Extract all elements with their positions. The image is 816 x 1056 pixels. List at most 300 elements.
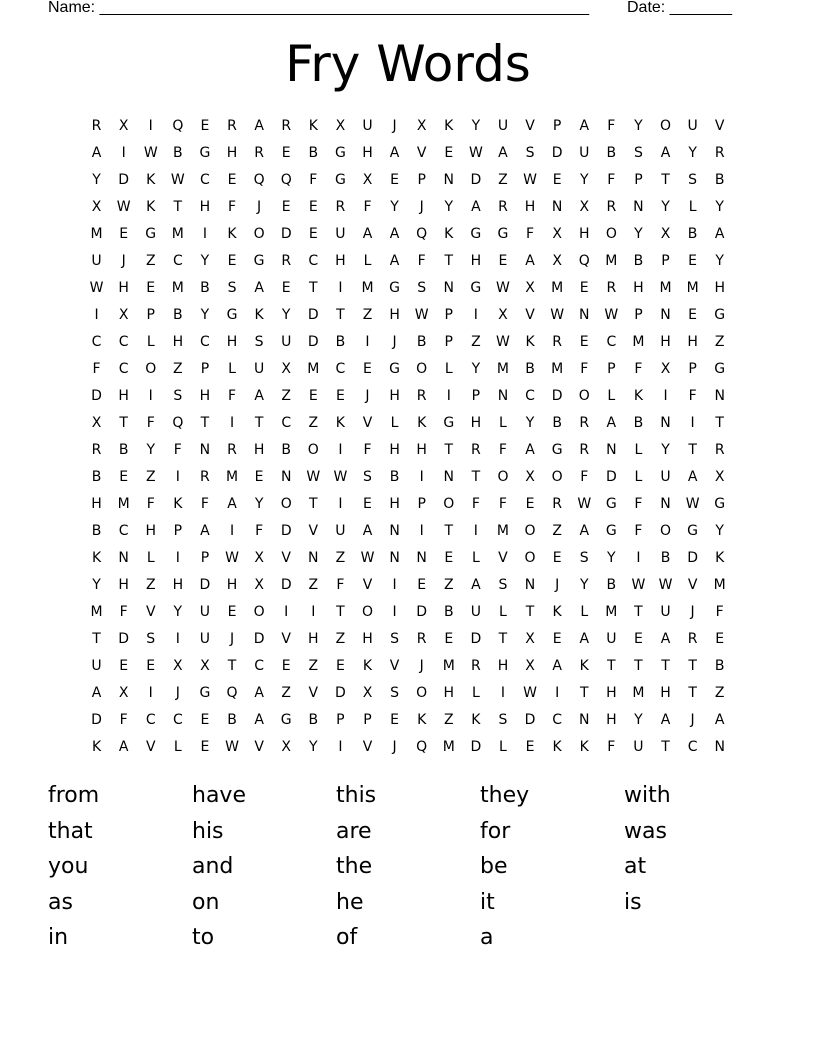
grid-letter: D: [470, 172, 482, 188]
grid-letter: T: [661, 739, 670, 755]
grid-letter: H: [443, 685, 455, 701]
grid-letter: R: [227, 118, 237, 134]
grid-letter: B: [308, 145, 319, 161]
grid-letter: I: [175, 631, 180, 647]
grid-letter: D: [470, 631, 482, 647]
grid-letter: U: [199, 604, 211, 620]
grid-letter: N: [524, 577, 536, 593]
grid-letter: D: [118, 172, 130, 188]
grid-letter: A: [579, 631, 590, 647]
grid-letter: O: [551, 469, 563, 485]
grid-letter: K: [633, 388, 644, 404]
grid-letter: A: [606, 415, 617, 431]
grid-letter: T: [688, 442, 697, 458]
grid-letter: A: [714, 712, 725, 728]
word-list-row: [48, 920, 768, 956]
grid-letter: V: [362, 739, 373, 755]
grid-letter: T: [607, 658, 616, 674]
grid-letter: Y: [281, 307, 291, 323]
grid-letter: F: [227, 199, 237, 215]
grid-letter: C: [552, 712, 563, 728]
grid-letter: N: [714, 388, 725, 404]
word-list-item: you: [48, 854, 89, 879]
grid-letter: B: [227, 712, 237, 728]
grid-letter: U: [335, 523, 346, 539]
grid-letter: Y: [634, 118, 643, 134]
grid-letter: G: [605, 496, 617, 512]
grid-letter: I: [202, 226, 207, 242]
grid-letter: H: [253, 442, 265, 458]
grid-row: [83, 167, 734, 194]
grid-letter: R: [687, 631, 698, 647]
grid-letter: J: [229, 631, 235, 647]
grid-letter: D: [91, 388, 102, 404]
grid-letter: V: [308, 523, 319, 539]
grid-letter: A: [660, 145, 671, 161]
grid-letter: I: [121, 145, 126, 161]
grid-letter: X: [525, 469, 535, 485]
word-list-item: was: [624, 818, 667, 844]
grid-letter: Y: [200, 307, 210, 323]
grid-letter: J: [365, 388, 370, 404]
grid-row: [83, 302, 734, 329]
grid-letter: Z: [498, 172, 508, 188]
grid-row: [83, 275, 734, 302]
grid-letter: E: [715, 631, 725, 647]
grid-letter: H: [172, 577, 184, 593]
word-list-row: [48, 849, 768, 885]
grid-letter: E: [308, 388, 318, 404]
grid-letter: B: [173, 145, 183, 161]
grid-letter: S: [363, 469, 372, 485]
grid-letter: P: [471, 388, 481, 404]
grid-letter: V: [362, 415, 373, 431]
grid-letter: X: [498, 307, 508, 323]
grid-letter: A: [498, 145, 508, 161]
grid-letter: J: [690, 712, 695, 728]
grid-letter: T: [661, 658, 670, 674]
grid-letter: R: [714, 442, 725, 458]
grid-letter: I: [148, 118, 153, 134]
grid-letter: I: [311, 604, 316, 620]
grid-letter: R: [470, 442, 481, 458]
grid-letter: G: [470, 226, 482, 242]
grid-letter: H: [714, 280, 725, 296]
grid-letter: S: [688, 172, 698, 188]
grid-letter: D: [280, 523, 292, 539]
grid-letter: F: [336, 577, 345, 593]
grid-letter: N: [633, 199, 644, 215]
word-list-row: [48, 814, 768, 850]
grid-letter: A: [471, 199, 481, 215]
grid-letter: Z: [714, 334, 725, 350]
grid-letter: K: [335, 415, 345, 431]
grid-letter: T: [309, 280, 318, 296]
grid-letter: W: [658, 577, 673, 593]
grid-letter: K: [525, 334, 535, 350]
grid-letter: G: [497, 226, 509, 242]
grid-letter: Z: [471, 334, 481, 350]
grid-letter: E: [308, 226, 318, 242]
grid-letter: F: [146, 415, 155, 431]
grid-letter: W: [414, 307, 429, 323]
grid-letter: Y: [634, 226, 643, 242]
grid-letter: Y: [92, 577, 101, 593]
word-list: [48, 778, 768, 956]
grid-letter: F: [363, 199, 372, 215]
grid-letter: M: [713, 577, 726, 593]
grid-letter: E: [552, 631, 562, 647]
grid-letter: S: [498, 577, 508, 593]
word-list-item: of: [336, 925, 358, 950]
grid-letter: E: [281, 280, 291, 296]
grid-letter: M: [442, 739, 455, 755]
grid-letter: C: [308, 253, 319, 269]
grid-letter: P: [417, 172, 426, 188]
grid-letter: F: [309, 172, 318, 188]
grid-letter: E: [227, 604, 237, 620]
grid-letter: X: [91, 199, 102, 215]
grid-letter: W: [89, 280, 104, 296]
grid-letter: U: [91, 253, 102, 269]
grid-letter: K: [579, 739, 589, 755]
grid-letter: W: [496, 280, 510, 296]
grid-letter: O: [416, 361, 428, 377]
grid-letter: F: [200, 496, 209, 512]
grid-letter: W: [631, 577, 646, 593]
grid-letter: Y: [715, 199, 724, 215]
grid-letter: A: [118, 739, 129, 755]
grid-letter: L: [444, 361, 453, 377]
word-list-item: it: [480, 889, 495, 915]
grid-letter: M: [551, 280, 564, 296]
grid-letter: T: [661, 172, 670, 188]
grid-letter: I: [419, 523, 424, 539]
grid-letter: Z: [443, 577, 454, 593]
grid-letter: C: [145, 712, 156, 728]
grid-letter: M: [442, 658, 455, 674]
grid-letter: Z: [714, 685, 725, 701]
grid-letter: T: [688, 685, 697, 701]
grid-letter: E: [525, 739, 535, 755]
grid-letter: P: [200, 361, 210, 377]
grid-letter: K: [308, 118, 318, 134]
grid-letter: I: [338, 739, 343, 755]
word-list-item: have: [192, 783, 246, 808]
grid-letter: G: [714, 307, 726, 323]
grid-letter: Z: [145, 577, 156, 593]
grid-letter: E: [444, 631, 454, 647]
grid-letter: B: [714, 658, 725, 674]
grid-row: [83, 653, 734, 680]
grid-letter: T: [200, 415, 210, 431]
grid-letter: I: [148, 685, 153, 701]
grid-row: [83, 626, 734, 653]
grid-letter: B: [633, 253, 644, 269]
grid-letter: J: [392, 334, 397, 350]
grid-letter: A: [552, 658, 562, 674]
grid-letter: H: [118, 388, 129, 404]
grid-letter: E: [390, 712, 399, 728]
grid-letter: A: [389, 253, 400, 269]
grid-letter: M: [659, 280, 672, 296]
grid-letter: G: [226, 307, 238, 323]
grid-letter: X: [660, 226, 671, 242]
grid-letter: E: [498, 253, 508, 269]
grid-letter: Y: [471, 361, 481, 377]
grid-letter: G: [280, 712, 292, 728]
grid-letter: A: [714, 226, 725, 242]
grid-letter: Z: [335, 631, 346, 647]
grid-letter: X: [525, 631, 535, 647]
grid-letter: C: [687, 739, 698, 755]
grid-letter: H: [335, 253, 346, 269]
grid-letter: H: [362, 631, 373, 647]
grid-letter: F: [255, 523, 264, 539]
grid-letter: X: [362, 685, 373, 701]
grid-letter: Z: [145, 253, 156, 269]
grid-letter: F: [634, 496, 643, 512]
grid-letter: D: [280, 226, 292, 242]
grid-row: [83, 356, 734, 383]
grid-row: [83, 491, 734, 518]
grid-letter: C: [118, 334, 129, 350]
grid-letter: M: [632, 685, 645, 701]
grid-letter: K: [444, 118, 454, 134]
grid-letter: Z: [281, 685, 291, 701]
grid-letter: C: [118, 361, 129, 377]
grid-letter: A: [227, 496, 237, 512]
grid-letter: J: [555, 577, 560, 593]
grid-letter: V: [362, 577, 373, 593]
grid-letter: Y: [715, 523, 724, 539]
grid-letter: D: [118, 631, 130, 647]
grid-letter: M: [361, 280, 374, 296]
grid-letter: D: [335, 685, 346, 701]
grid-letter: E: [146, 658, 156, 674]
grid-letter: Y: [309, 739, 318, 755]
grid-letter: Q: [578, 253, 590, 269]
grid-letter: K: [579, 658, 589, 674]
grid-letter: S: [525, 145, 535, 161]
grid-letter: F: [498, 442, 507, 458]
grid-letter: M: [551, 361, 564, 377]
grid-letter: E: [579, 280, 589, 296]
grid-letter: I: [338, 496, 343, 512]
grid-letter: I: [94, 307, 99, 323]
grid-letter: U: [281, 334, 292, 350]
grid-letter: N: [714, 739, 725, 755]
grid-letter: A: [579, 118, 590, 134]
grid-letter: E: [281, 658, 291, 674]
grid-letter: E: [363, 361, 372, 377]
grid-letter: Y: [200, 253, 210, 269]
word-list-item: with: [624, 783, 671, 808]
grid-letter: R: [498, 199, 508, 215]
grid-letter: L: [580, 604, 589, 620]
date-field[interactable]: Date: _______: [627, 0, 732, 16]
grid-letter: W: [225, 550, 239, 566]
grid-letter: F: [526, 226, 535, 242]
grid-letter: V: [525, 118, 535, 134]
grid-letter: L: [471, 550, 480, 566]
grid-letter: X: [173, 658, 183, 674]
grid-letter: J: [419, 199, 424, 215]
grid-letter: M: [307, 361, 320, 377]
grid-letter: P: [607, 361, 616, 377]
grid-letter: B: [633, 415, 644, 431]
grid-letter: E: [688, 253, 698, 269]
grid-letter: H: [606, 685, 617, 701]
grid-letter: K: [715, 550, 725, 566]
grid-letter: F: [119, 712, 128, 728]
grid-letter: C: [254, 658, 264, 674]
grid-letter: G: [551, 442, 563, 458]
grid-letter: X: [579, 199, 590, 215]
grid-letter: G: [334, 172, 346, 188]
word-list-item: they: [480, 783, 530, 808]
grid-letter: X: [118, 307, 129, 323]
grid-letter: X: [281, 739, 291, 755]
grid-letter: B: [200, 280, 210, 296]
grid-letter: N: [199, 442, 211, 458]
grid-letter: R: [335, 199, 346, 215]
grid-letter: C: [281, 415, 292, 431]
grid-letter: E: [335, 658, 345, 674]
name-field[interactable]: Name: _______________________________________________________: [48, 0, 589, 16]
word-list-item: the: [336, 854, 373, 879]
grid-letter: N: [551, 199, 563, 215]
grid-letter: T: [336, 604, 345, 620]
grid-letter: E: [579, 334, 589, 350]
grid-letter: V: [525, 307, 535, 323]
grid-letter: E: [552, 172, 562, 188]
grid-letter: V: [498, 550, 508, 566]
grid-row: [83, 464, 734, 491]
grid-letter: D: [307, 307, 319, 323]
grid-row: [83, 329, 734, 356]
grid-letter: T: [336, 307, 345, 323]
grid-letter: N: [118, 550, 129, 566]
grid-letter: T: [579, 685, 589, 701]
grid-letter: N: [660, 415, 671, 431]
grid-letter: P: [634, 172, 643, 188]
grid-letter: B: [118, 442, 129, 458]
grid-letter: Z: [335, 550, 346, 566]
grid-letter: X: [118, 118, 129, 134]
grid-letter: X: [552, 253, 562, 269]
grid-letter: S: [390, 631, 400, 647]
grid-letter: J: [392, 118, 397, 134]
grid-letter: I: [446, 388, 451, 404]
word-list-item: he: [336, 889, 364, 915]
word-list-item: a: [480, 925, 494, 950]
grid-letter: V: [308, 685, 319, 701]
grid-letter: Q: [172, 118, 184, 134]
grid-letter: K: [146, 199, 156, 215]
grid-letter: T: [309, 496, 318, 512]
grid-letter: B: [714, 172, 725, 188]
grid-letter: U: [253, 361, 265, 377]
grid-row: [83, 680, 734, 707]
grid-letter: P: [444, 334, 453, 350]
grid-letter: K: [552, 739, 562, 755]
grid-letter: B: [660, 550, 671, 566]
word-list-item: as: [48, 889, 73, 915]
grid-letter: E: [444, 550, 454, 566]
grid-letter: H: [118, 280, 129, 296]
grid-letter: H: [389, 388, 400, 404]
grid-letter: P: [173, 523, 183, 539]
grid-letter: D: [605, 469, 617, 485]
word-list-item: is: [624, 889, 642, 915]
grid-letter: F: [607, 172, 616, 188]
grid-letter: U: [660, 469, 671, 485]
grid-row: [83, 599, 734, 626]
grid-letter: P: [634, 307, 643, 323]
grid-letter: A: [362, 226, 373, 242]
grid-letter: E: [281, 145, 291, 161]
grid-letter: A: [254, 685, 264, 701]
grid-letter: G: [199, 685, 211, 701]
grid-letter: I: [392, 604, 397, 620]
grid-letter: W: [143, 145, 158, 161]
grid-letter: V: [416, 145, 427, 161]
grid-letter: D: [91, 712, 102, 728]
grid-letter: A: [687, 469, 698, 485]
grid-letter: U: [362, 118, 373, 134]
grid-letter: F: [92, 361, 101, 377]
grid-letter: K: [254, 307, 264, 323]
grid-letter: W: [225, 739, 239, 755]
grid-letter: L: [173, 739, 182, 755]
grid-letter: N: [389, 523, 400, 539]
grid-letter: A: [660, 712, 671, 728]
grid-row: [83, 194, 734, 221]
grid-letter: Y: [579, 172, 589, 188]
grid-letter: X: [525, 658, 535, 674]
grid-letter: E: [227, 172, 237, 188]
grid-letter: V: [281, 631, 291, 647]
grid-letter: H: [389, 307, 400, 323]
grid-letter: R: [416, 631, 427, 647]
grid-letter: J: [175, 685, 180, 701]
grid-letter: C: [172, 712, 183, 728]
grid-letter: F: [580, 469, 589, 485]
grid-letter: Z: [173, 361, 183, 377]
grid-letter: I: [473, 523, 478, 539]
grid-letter: F: [417, 253, 426, 269]
grid-letter: H: [497, 658, 509, 674]
grid-letter: O: [578, 388, 590, 404]
grid-letter: K: [146, 172, 156, 188]
grid-letter: T: [471, 469, 481, 485]
grid-letter: Y: [661, 442, 670, 458]
grid-letter: I: [555, 685, 560, 701]
grid-letter: X: [335, 118, 346, 134]
grid-letter: Q: [280, 172, 292, 188]
grid-letter: Q: [226, 685, 238, 701]
grid-letter: Y: [146, 442, 156, 458]
grid-letter: L: [146, 550, 155, 566]
grid-letter: H: [633, 280, 644, 296]
grid-letter: O: [605, 226, 617, 242]
grid-letter: H: [118, 577, 129, 593]
grid-letter: P: [688, 361, 697, 377]
word-list-row: [48, 778, 768, 814]
grid-letter: W: [468, 145, 483, 161]
word-list-item: in: [48, 925, 69, 950]
